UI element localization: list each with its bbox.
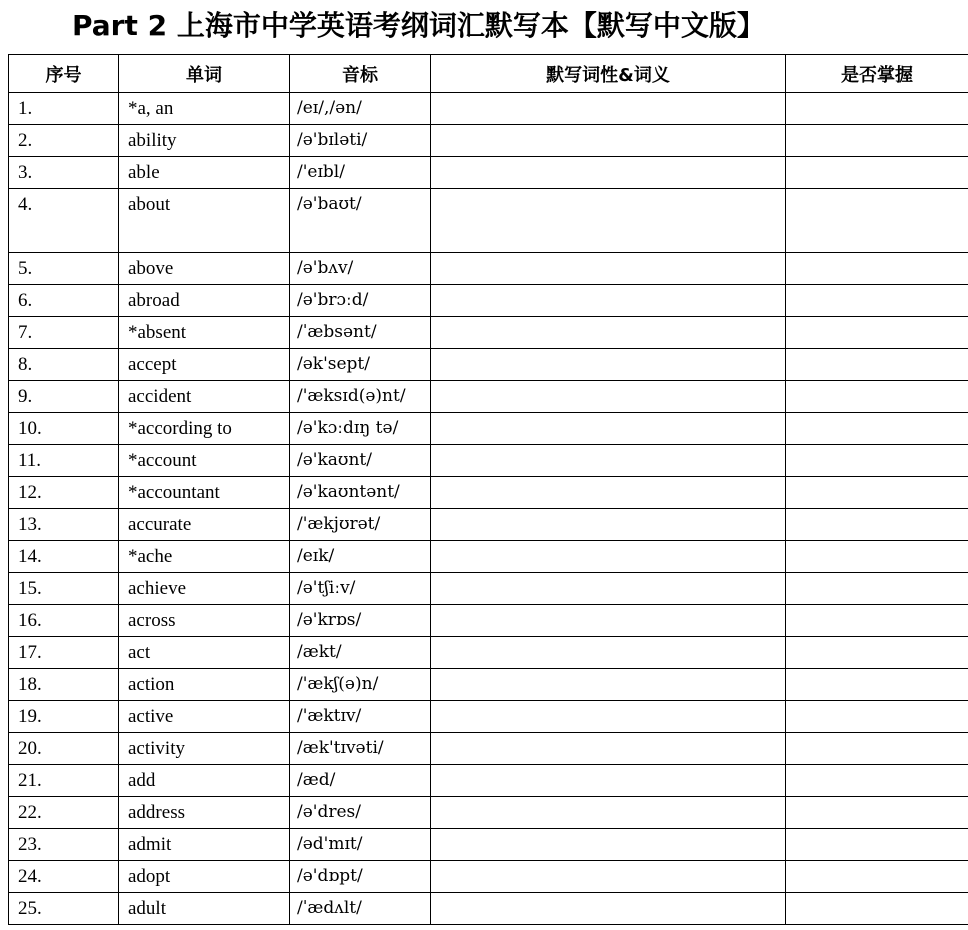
cell-meaning-blank[interactable] bbox=[431, 605, 786, 637]
cell-mastered-blank[interactable] bbox=[786, 477, 968, 509]
cell-phonetic: /ə'tʃiːv/ bbox=[290, 573, 431, 605]
cell-phonetic: /ə'brɔːd/ bbox=[290, 285, 431, 317]
table-row bbox=[9, 829, 968, 861]
table-row bbox=[9, 189, 968, 253]
cell-phonetic: /'æktɪv/ bbox=[290, 701, 431, 733]
cell-number: 23. bbox=[9, 829, 119, 861]
cell-word: action bbox=[119, 669, 290, 701]
cell-mastered-blank[interactable] bbox=[786, 93, 968, 125]
cell-word: *ache bbox=[119, 541, 290, 573]
table-row bbox=[9, 541, 968, 573]
table-row bbox=[9, 381, 968, 413]
cell-phonetic: /'ækʃ(ə)n/ bbox=[290, 669, 431, 701]
table-row bbox=[9, 637, 968, 669]
cell-phonetic: /ə'kaʊnt/ bbox=[290, 445, 431, 477]
cell-meaning-blank[interactable] bbox=[431, 893, 786, 925]
cell-number: 14. bbox=[9, 541, 119, 573]
cell-word: *according to bbox=[119, 413, 290, 445]
cell-meaning-blank[interactable] bbox=[431, 573, 786, 605]
cell-phonetic: /əd'mɪt/ bbox=[290, 829, 431, 861]
cell-number: 15. bbox=[9, 573, 119, 605]
cell-phonetic: /ə'kɔːdɪŋ tə/ bbox=[290, 413, 431, 445]
column-header-number: 序号 bbox=[9, 55, 119, 93]
cell-number: 18. bbox=[9, 669, 119, 701]
cell-meaning-blank[interactable] bbox=[431, 829, 786, 861]
cell-meaning-blank[interactable] bbox=[431, 317, 786, 349]
cell-word: able bbox=[119, 157, 290, 189]
cell-mastered-blank[interactable] bbox=[786, 669, 968, 701]
cell-meaning-blank[interactable] bbox=[431, 701, 786, 733]
cell-phonetic: /eɪk/ bbox=[290, 541, 431, 573]
cell-number: 7. bbox=[9, 317, 119, 349]
table-row bbox=[9, 765, 968, 797]
cell-number: 8. bbox=[9, 349, 119, 381]
table-row bbox=[9, 125, 968, 157]
cell-phonetic: /ə'bɪləti/ bbox=[290, 125, 431, 157]
cell-phonetic: /'ækjʊrət/ bbox=[290, 509, 431, 541]
cell-word: *accountant bbox=[119, 477, 290, 509]
cell-mastered-blank[interactable] bbox=[786, 573, 968, 605]
cell-number: 25. bbox=[9, 893, 119, 925]
table-row bbox=[9, 349, 968, 381]
cell-meaning-blank[interactable] bbox=[431, 253, 786, 285]
cell-number: 24. bbox=[9, 861, 119, 893]
cell-number: 16. bbox=[9, 605, 119, 637]
cell-word: activity bbox=[119, 733, 290, 765]
table-row bbox=[9, 253, 968, 285]
table-row bbox=[9, 861, 968, 893]
column-header-meaning: 默写词性&词义 bbox=[431, 55, 786, 93]
cell-meaning-blank[interactable] bbox=[431, 285, 786, 317]
cell-word: address bbox=[119, 797, 290, 829]
cell-mastered-blank[interactable] bbox=[786, 605, 968, 637]
cell-meaning-blank[interactable] bbox=[431, 509, 786, 541]
table-row bbox=[9, 285, 968, 317]
cell-number: 22. bbox=[9, 797, 119, 829]
cell-mastered-blank[interactable] bbox=[786, 157, 968, 189]
cell-mastered-blank[interactable] bbox=[786, 253, 968, 285]
cell-word: above bbox=[119, 253, 290, 285]
table-row bbox=[9, 157, 968, 189]
cell-mastered-blank[interactable] bbox=[786, 125, 968, 157]
cell-mastered-blank[interactable] bbox=[786, 797, 968, 829]
table-row bbox=[9, 669, 968, 701]
cell-word: achieve bbox=[119, 573, 290, 605]
cell-number: 20. bbox=[9, 733, 119, 765]
cell-mastered-blank[interactable] bbox=[786, 413, 968, 445]
table-row bbox=[9, 605, 968, 637]
cell-meaning-blank[interactable] bbox=[431, 413, 786, 445]
cell-number: 3. bbox=[9, 157, 119, 189]
cell-word: accurate bbox=[119, 509, 290, 541]
cell-word: adopt bbox=[119, 861, 290, 893]
cell-phonetic: /eɪ/,/ən/ bbox=[290, 93, 431, 125]
cell-meaning-blank[interactable] bbox=[431, 445, 786, 477]
cell-meaning-blank[interactable] bbox=[431, 861, 786, 893]
cell-word: abroad bbox=[119, 285, 290, 317]
cell-number: 10. bbox=[9, 413, 119, 445]
cell-mastered-blank[interactable] bbox=[786, 445, 968, 477]
cell-phonetic: /æd/ bbox=[290, 765, 431, 797]
cell-number: 11. bbox=[9, 445, 119, 477]
cell-word: active bbox=[119, 701, 290, 733]
cell-meaning-blank[interactable] bbox=[431, 765, 786, 797]
vocabulary-table bbox=[8, 54, 968, 925]
cell-number: 1. bbox=[9, 93, 119, 125]
cell-mastered-blank[interactable] bbox=[786, 701, 968, 733]
cell-mastered-blank[interactable] bbox=[786, 285, 968, 317]
cell-word: accident bbox=[119, 381, 290, 413]
cell-word: add bbox=[119, 765, 290, 797]
cell-meaning-blank[interactable] bbox=[431, 189, 786, 253]
table-row bbox=[9, 893, 968, 925]
table-row bbox=[9, 509, 968, 541]
table-header-row bbox=[9, 55, 968, 93]
cell-mastered-blank[interactable] bbox=[786, 189, 968, 253]
table-body bbox=[9, 93, 968, 925]
cell-number: 5. bbox=[9, 253, 119, 285]
cell-mastered-blank[interactable] bbox=[786, 381, 968, 413]
column-header-phonetic: 音标 bbox=[290, 55, 431, 93]
cell-phonetic: /ə'dres/ bbox=[290, 797, 431, 829]
page-title: Part 2 上海市中学英语考纲词汇默写本【默写中文版】 bbox=[72, 9, 765, 42]
cell-number: 13. bbox=[9, 509, 119, 541]
cell-mastered-blank[interactable] bbox=[786, 509, 968, 541]
cell-meaning-blank[interactable] bbox=[431, 93, 786, 125]
column-header-word: 单词 bbox=[119, 55, 290, 93]
cell-number: 12. bbox=[9, 477, 119, 509]
cell-meaning-blank[interactable] bbox=[431, 349, 786, 381]
cell-number: 6. bbox=[9, 285, 119, 317]
cell-word: *account bbox=[119, 445, 290, 477]
cell-word: adult bbox=[119, 893, 290, 925]
cell-phonetic: /'eɪbl/ bbox=[290, 157, 431, 189]
cell-meaning-blank[interactable] bbox=[431, 637, 786, 669]
cell-phonetic: /ək'sept/ bbox=[290, 349, 431, 381]
cell-number: 17. bbox=[9, 637, 119, 669]
cell-phonetic: /ə'kaʊntənt/ bbox=[290, 477, 431, 509]
table-row bbox=[9, 733, 968, 765]
cell-meaning-blank[interactable] bbox=[431, 797, 786, 829]
cell-meaning-blank[interactable] bbox=[431, 541, 786, 573]
cell-word: ability bbox=[119, 125, 290, 157]
cell-mastered-blank[interactable] bbox=[786, 893, 968, 925]
table-row bbox=[9, 573, 968, 605]
cell-meaning-blank[interactable] bbox=[431, 477, 786, 509]
table-row bbox=[9, 93, 968, 125]
cell-meaning-blank[interactable] bbox=[431, 669, 786, 701]
cell-word: act bbox=[119, 637, 290, 669]
cell-number: 19. bbox=[9, 701, 119, 733]
cell-word: across bbox=[119, 605, 290, 637]
cell-word: *absent bbox=[119, 317, 290, 349]
cell-phonetic: /ækt/ bbox=[290, 637, 431, 669]
cell-phonetic: /ə'dɒpt/ bbox=[290, 861, 431, 893]
cell-number: 21. bbox=[9, 765, 119, 797]
cell-mastered-blank[interactable] bbox=[786, 541, 968, 573]
cell-meaning-blank[interactable] bbox=[431, 381, 786, 413]
cell-phonetic: /ˈædʌlt/ bbox=[290, 893, 431, 925]
cell-mastered-blank[interactable] bbox=[786, 317, 968, 349]
table-row bbox=[9, 445, 968, 477]
cell-word: *a, an bbox=[119, 93, 290, 125]
cell-mastered-blank[interactable] bbox=[786, 637, 968, 669]
cell-mastered-blank[interactable] bbox=[786, 733, 968, 765]
cell-phonetic: /'æksɪd(ə)nt/ bbox=[290, 381, 431, 413]
cell-phonetic: /ə'baʊt/ bbox=[290, 189, 431, 253]
cell-number: 2. bbox=[9, 125, 119, 157]
cell-meaning-blank[interactable] bbox=[431, 733, 786, 765]
cell-word: about bbox=[119, 189, 290, 253]
cell-number: 4. bbox=[9, 189, 119, 253]
table-row bbox=[9, 701, 968, 733]
cell-mastered-blank[interactable] bbox=[786, 765, 968, 797]
cell-meaning-blank[interactable] bbox=[431, 125, 786, 157]
cell-phonetic: /ə'krɒs/ bbox=[290, 605, 431, 637]
cell-phonetic: /æk'tɪvəti/ bbox=[290, 733, 431, 765]
cell-meaning-blank[interactable] bbox=[431, 157, 786, 189]
cell-mastered-blank[interactable] bbox=[786, 349, 968, 381]
table-row bbox=[9, 317, 968, 349]
table-row bbox=[9, 413, 968, 445]
column-header-mastered: 是否掌握 bbox=[786, 55, 968, 93]
table-row bbox=[9, 477, 968, 509]
cell-phonetic: /ə'bʌv/ bbox=[290, 253, 431, 285]
cell-phonetic: /ˈæbsənt/ bbox=[290, 317, 431, 349]
cell-word: accept bbox=[119, 349, 290, 381]
cell-mastered-blank[interactable] bbox=[786, 829, 968, 861]
cell-word: admit bbox=[119, 829, 290, 861]
cell-number: 9. bbox=[9, 381, 119, 413]
cell-mastered-blank[interactable] bbox=[786, 861, 968, 893]
table-row bbox=[9, 797, 968, 829]
